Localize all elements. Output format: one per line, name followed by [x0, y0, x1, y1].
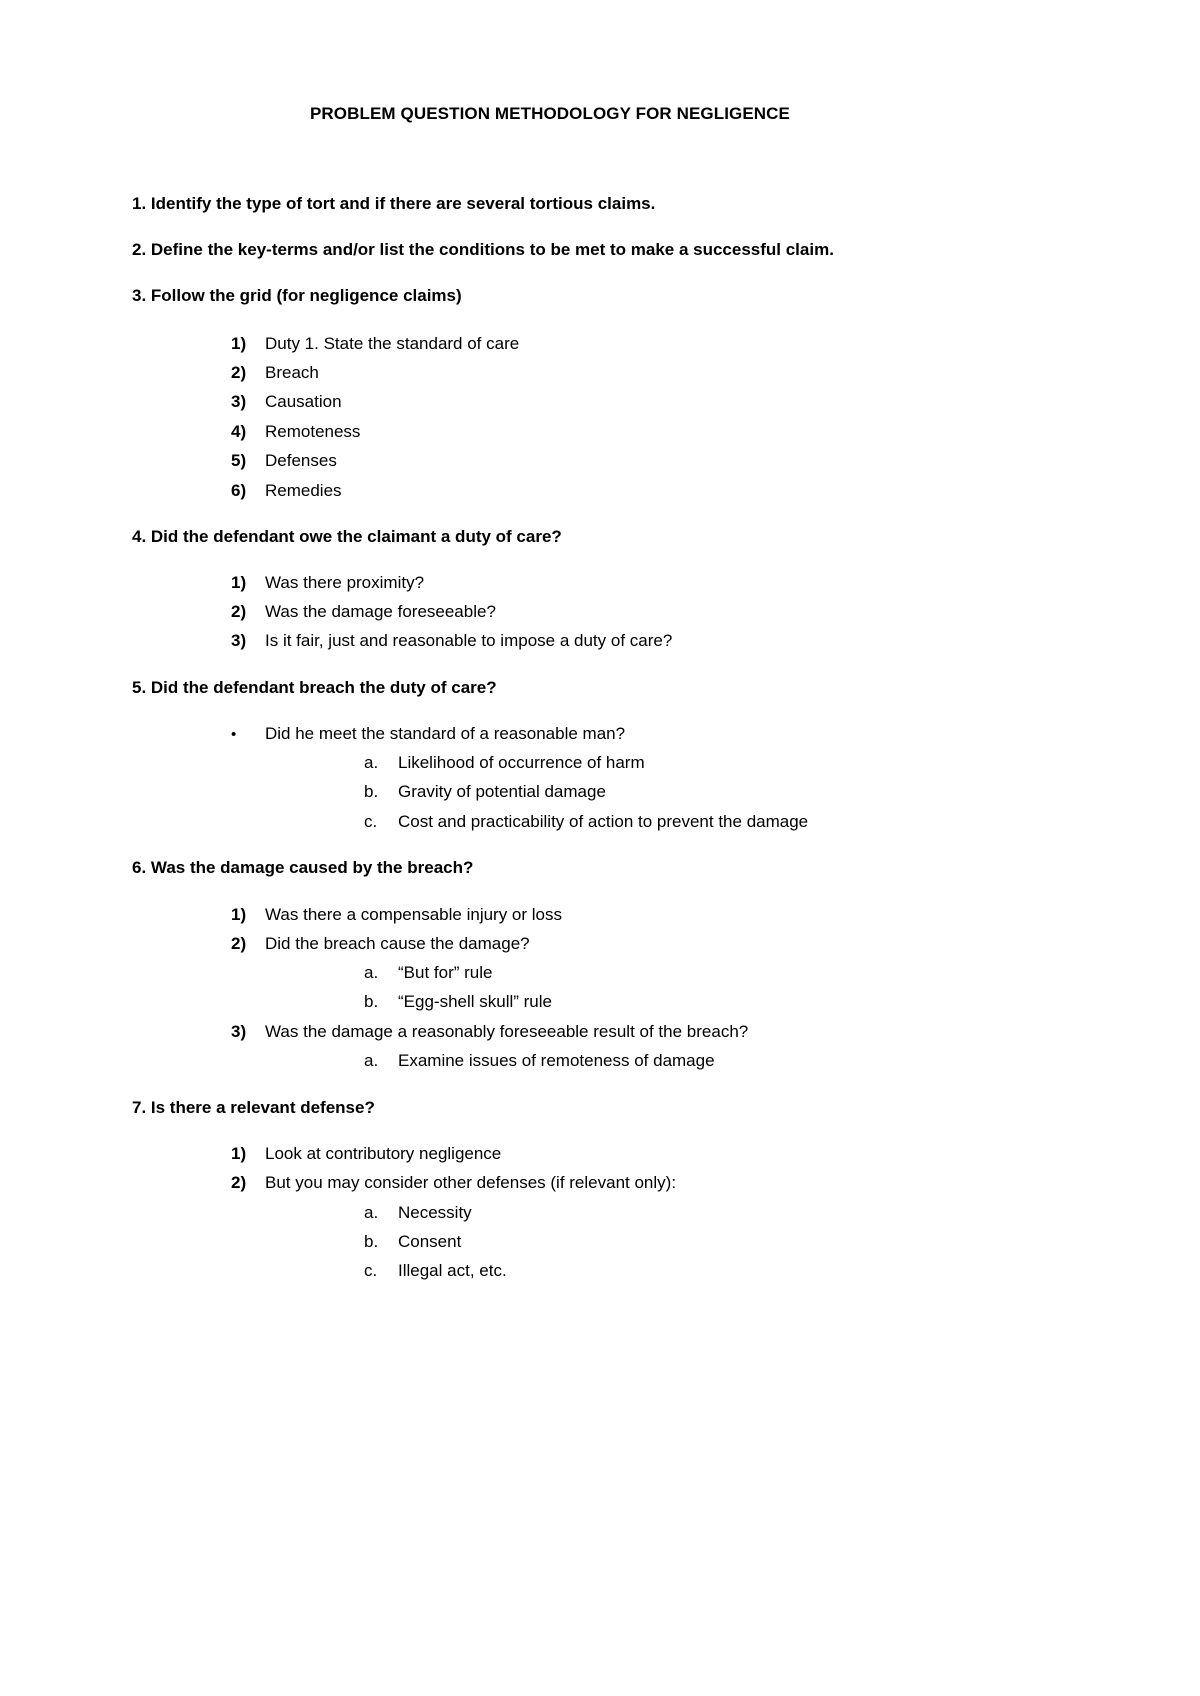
- list-marker: 2): [231, 934, 247, 953]
- sub-list-marker: a.: [364, 1051, 379, 1070]
- list-item: [231, 631, 672, 651]
- list-item: [231, 392, 342, 412]
- sub-list-marker: c.: [364, 812, 378, 831]
- list-marker: 2): [231, 602, 247, 621]
- list-marker: 3): [231, 392, 247, 411]
- sub-list-item: [364, 963, 492, 983]
- list-marker: 1): [231, 573, 247, 592]
- sub-list-item: [364, 1261, 507, 1281]
- list-item: [231, 573, 424, 593]
- sub-list-marker: b.: [364, 782, 379, 801]
- list-item: [231, 451, 337, 471]
- sub-list-marker: a.: [364, 963, 379, 982]
- step-heading: 6. Was the damage caused by the breach?: [132, 858, 474, 877]
- sub-list-marker: b.: [364, 992, 379, 1011]
- step-heading: 5. Did the defendant breach the duty of care?: [132, 678, 497, 697]
- sub-list-item-text: Gravity of potential damage: [398, 782, 606, 801]
- list-item: [231, 1173, 676, 1193]
- list-item-text: Was there a compensable injury or loss: [265, 905, 563, 924]
- step-heading: 3. Follow the grid (for negligence claims): [132, 286, 462, 305]
- list-item: [231, 363, 319, 383]
- list-item-text: Is it fair, just and reasonable to impose a duty of care?: [265, 631, 673, 650]
- list-item-text: Defenses: [265, 451, 337, 470]
- list-marker: 3): [231, 1022, 247, 1041]
- list-item: [231, 602, 496, 622]
- list-marker: 3): [231, 631, 247, 650]
- list-item-text: Was there proximity?: [265, 573, 425, 592]
- list-item-text: Duty 1. State the standard of care: [265, 334, 520, 353]
- step-heading: 4. Did the defendant owe the claimant a duty of care?: [132, 527, 562, 546]
- sub-list-marker: c.: [364, 1261, 378, 1280]
- list-item: [231, 481, 342, 501]
- sub-list-marker: b.: [364, 1232, 379, 1251]
- list-marker: 2): [231, 1173, 247, 1192]
- list-marker: 6): [231, 481, 247, 500]
- list-item: [231, 905, 562, 925]
- sub-list-item: [364, 812, 808, 832]
- list-item: [231, 334, 519, 354]
- list-item-text: But you may consider other defenses (if relevant only):: [265, 1173, 677, 1192]
- sub-list-item: [364, 782, 606, 802]
- list-item: [231, 422, 360, 442]
- sub-list-item-text: “But for” rule: [398, 963, 493, 982]
- sub-list-marker: a.: [364, 753, 379, 772]
- sub-list-item: [364, 753, 645, 773]
- list-item: [231, 1022, 748, 1042]
- list-marker: 5): [231, 451, 247, 470]
- sub-list-item: [364, 1203, 472, 1223]
- list-item: [231, 724, 625, 744]
- sub-list-marker: a.: [364, 1203, 379, 1222]
- sub-list-item-text: Consent: [398, 1232, 462, 1251]
- list-item-text: Was the damage foreseeable?: [265, 602, 496, 621]
- sub-list-item-text: Examine issues of remoteness of damage: [398, 1051, 715, 1070]
- list-item-text: Causation: [265, 392, 342, 411]
- sub-list-item-text: Cost and practicability of action to prevent the damage: [398, 812, 809, 831]
- list-marker: 2): [231, 363, 247, 382]
- list-item-text: Breach: [265, 363, 319, 382]
- step-heading: 2. Define the key-terms and/or list the conditions to be met to make a successful claim.: [132, 240, 834, 259]
- list-marker: 4): [231, 422, 247, 441]
- sub-list-item: [364, 1051, 715, 1071]
- list-item-text: Look at contributory negligence: [265, 1144, 502, 1163]
- list-marker: 1): [231, 905, 247, 924]
- bullet-marker: •: [231, 726, 237, 743]
- list-item-text: Did the breach cause the damage?: [265, 934, 530, 953]
- list-item: [231, 934, 530, 954]
- sub-list-item: [364, 992, 552, 1012]
- list-item-text: Did he meet the standard of a reasonable man?: [265, 724, 626, 743]
- list-item: [231, 1144, 501, 1164]
- list-item-text: Was the damage a reasonably foreseeable result of the breach?: [265, 1022, 749, 1041]
- step-heading: 1. Identify the type of tort and if there are several tortious claims.: [132, 194, 656, 213]
- page-title: PROBLEM QUESTION METHODOLOGY FOR NEGLIGENCE: [309, 104, 790, 123]
- step-heading: 7. Is there a relevant defense?: [132, 1098, 375, 1117]
- list-marker: 1): [231, 1144, 247, 1163]
- list-item-text: Remoteness: [265, 422, 361, 441]
- sub-list-item-text: Illegal act, etc.: [398, 1261, 507, 1280]
- sub-list-item-text: Necessity: [398, 1203, 472, 1222]
- sub-list-item-text: Likelihood of occurrence of harm: [398, 753, 645, 772]
- sub-list-item: [364, 1232, 461, 1252]
- list-marker: 1): [231, 334, 247, 353]
- list-item-text: Remedies: [265, 481, 342, 500]
- sub-list-item-text: “Egg-shell skull” rule: [398, 992, 552, 1011]
